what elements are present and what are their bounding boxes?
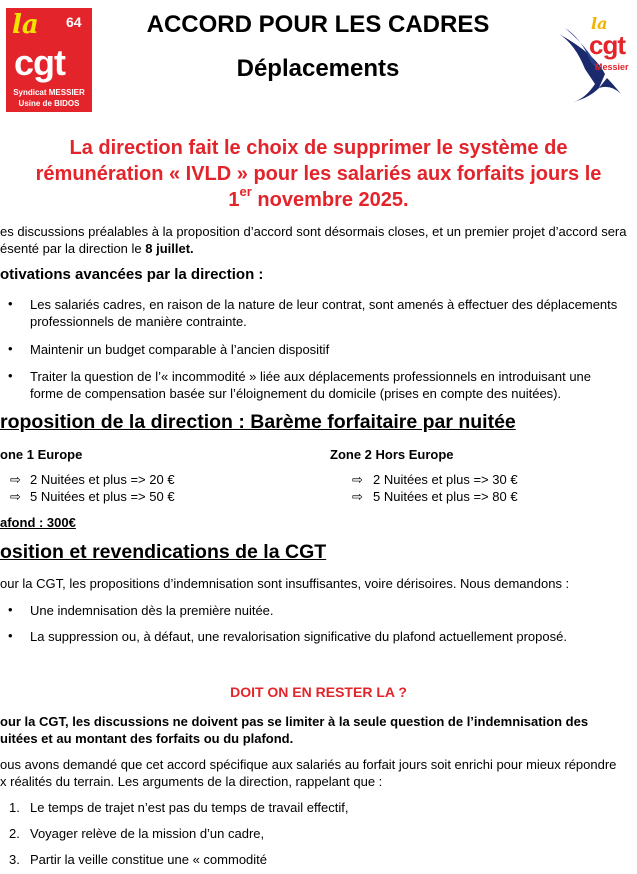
- question-bold-line-1: our la CGT, les discussions ne doivent pas se limiter à la seule question de l’indemnisation des: [0, 714, 589, 729]
- argument-3: Partir la veille constitue une « commodité: [30, 852, 268, 867]
- bullet-icon: •: [8, 602, 13, 617]
- motivation-3-line-1: Traiter la question de l’« incommodité » liée aux déplacements professionnels en introduisant une: [30, 369, 592, 384]
- bullet-icon: •: [8, 341, 13, 356]
- zone-1-item-1: 2 Nuitées et plus => 20 €: [30, 472, 175, 487]
- logo-dept-number: 64: [66, 14, 82, 30]
- logo-usine-line: Usine de BIDOS: [18, 99, 80, 108]
- arrow-icon: ⇨: [10, 472, 21, 487]
- list-number: 1.: [9, 800, 20, 815]
- position-heading: osition et revendications de la CGT: [0, 541, 327, 563]
- arrow-icon: ⇨: [10, 489, 21, 504]
- zone-1-title: one 1 Europe: [0, 447, 83, 462]
- proposition-heading: roposition de la direction : Barème forfaitaire par nuitée: [0, 411, 516, 433]
- motivation-1-line-1: Les salariés cadres, en raison de la nature de leur contrat, sont amenés à effectuer des déplacements: [30, 297, 618, 312]
- cgt-messier-logo-right: [555, 14, 635, 104]
- logo-right-cgt-text: cgt: [589, 30, 625, 60]
- question-bold-line-2: uitées et au montant des forfaits ou du plafond.: [0, 731, 294, 746]
- bullet-icon: •: [8, 296, 13, 311]
- list-number: 2.: [9, 826, 20, 841]
- logo-right-la-text: la: [591, 14, 608, 33]
- argument-1: Le temps de trajet n’est pas du temps de travail effectif,: [30, 800, 349, 815]
- document-subtitle: Déplacements: [236, 55, 400, 82]
- motivation-2: Maintenir un budget comparable à l’ancien dispositif: [30, 342, 330, 357]
- bullet-icon: •: [8, 368, 13, 383]
- position-intro: our la CGT, les propositions d’indemnisation sont insuffisantes, voire dérisoires. Nous demandons :: [0, 576, 570, 591]
- list-number: 3.: [9, 852, 20, 867]
- document-title: ACCORD POUR LES CADRES: [146, 11, 490, 38]
- motivation-1-line-2: professionnels de manière contrainte.: [30, 314, 247, 329]
- headline-line-1: La direction fait le choix de supprimer le système de: [69, 137, 568, 159]
- motivation-3-line-2: forme de compensation basée sur l’éloignement du domicile (prises en compte des nuitées).: [30, 386, 562, 401]
- motivations-heading: otivations avancées par la direction :: [0, 266, 264, 283]
- arrow-icon: ⇨: [352, 472, 363, 487]
- demand-2: La suppression ou, à défaut, une revalorisation significative du plafond actuellement proposé.: [30, 629, 567, 644]
- cgt-logo-left: [6, 8, 92, 112]
- headline-line-2: rémunération « IVLD » pour les salariés aux forfaits jours le: [35, 163, 602, 185]
- intro-line-1: es discussions préalables à la proposition d’accord sont désormais closes, et un premier projet d’accord sera: [0, 224, 627, 239]
- argument-2: Voyager relève de la mission d’un cadre,: [30, 826, 265, 841]
- arrow-icon: ⇨: [352, 489, 363, 504]
- zone-2-item-2: 5 Nuitées et plus => 80 €: [373, 489, 518, 504]
- bullet-icon: •: [8, 628, 13, 643]
- zone-2-item-1: 2 Nuitées et plus => 30 €: [373, 472, 518, 487]
- question-heading: DOIT ON EN RESTER LA ?: [230, 684, 407, 700]
- zone-1-item-2: 5 Nuitées et plus => 50 €: [30, 489, 175, 504]
- logo-la-text: la: [12, 10, 39, 40]
- question-paragraph-line-1: ous avons demandé que cet accord spécifique aux salariés au forfait jours soit enrichi pour mieux répondre: [0, 757, 617, 772]
- intro-line-2: ésenté par la direction le 8 juillet.: [0, 241, 194, 256]
- plafond-value: afond : 300€: [0, 515, 76, 530]
- logo-right-messier-text: Messier: [595, 62, 629, 72]
- zone-2-title: Zone 2 Hors Europe: [330, 447, 454, 462]
- logo-syndicat-line: Syndicat MESSIER: [13, 88, 85, 97]
- logo-cgt-text: cgt: [14, 42, 65, 83]
- question-paragraph-line-2: x réalités du terrain. Les arguments de la direction, rappelant que :: [0, 774, 383, 789]
- demand-1: Une indemnisation dès la première nuitée.: [30, 603, 274, 618]
- headline-line-3: 1er novembre 2025.: [228, 184, 409, 211]
